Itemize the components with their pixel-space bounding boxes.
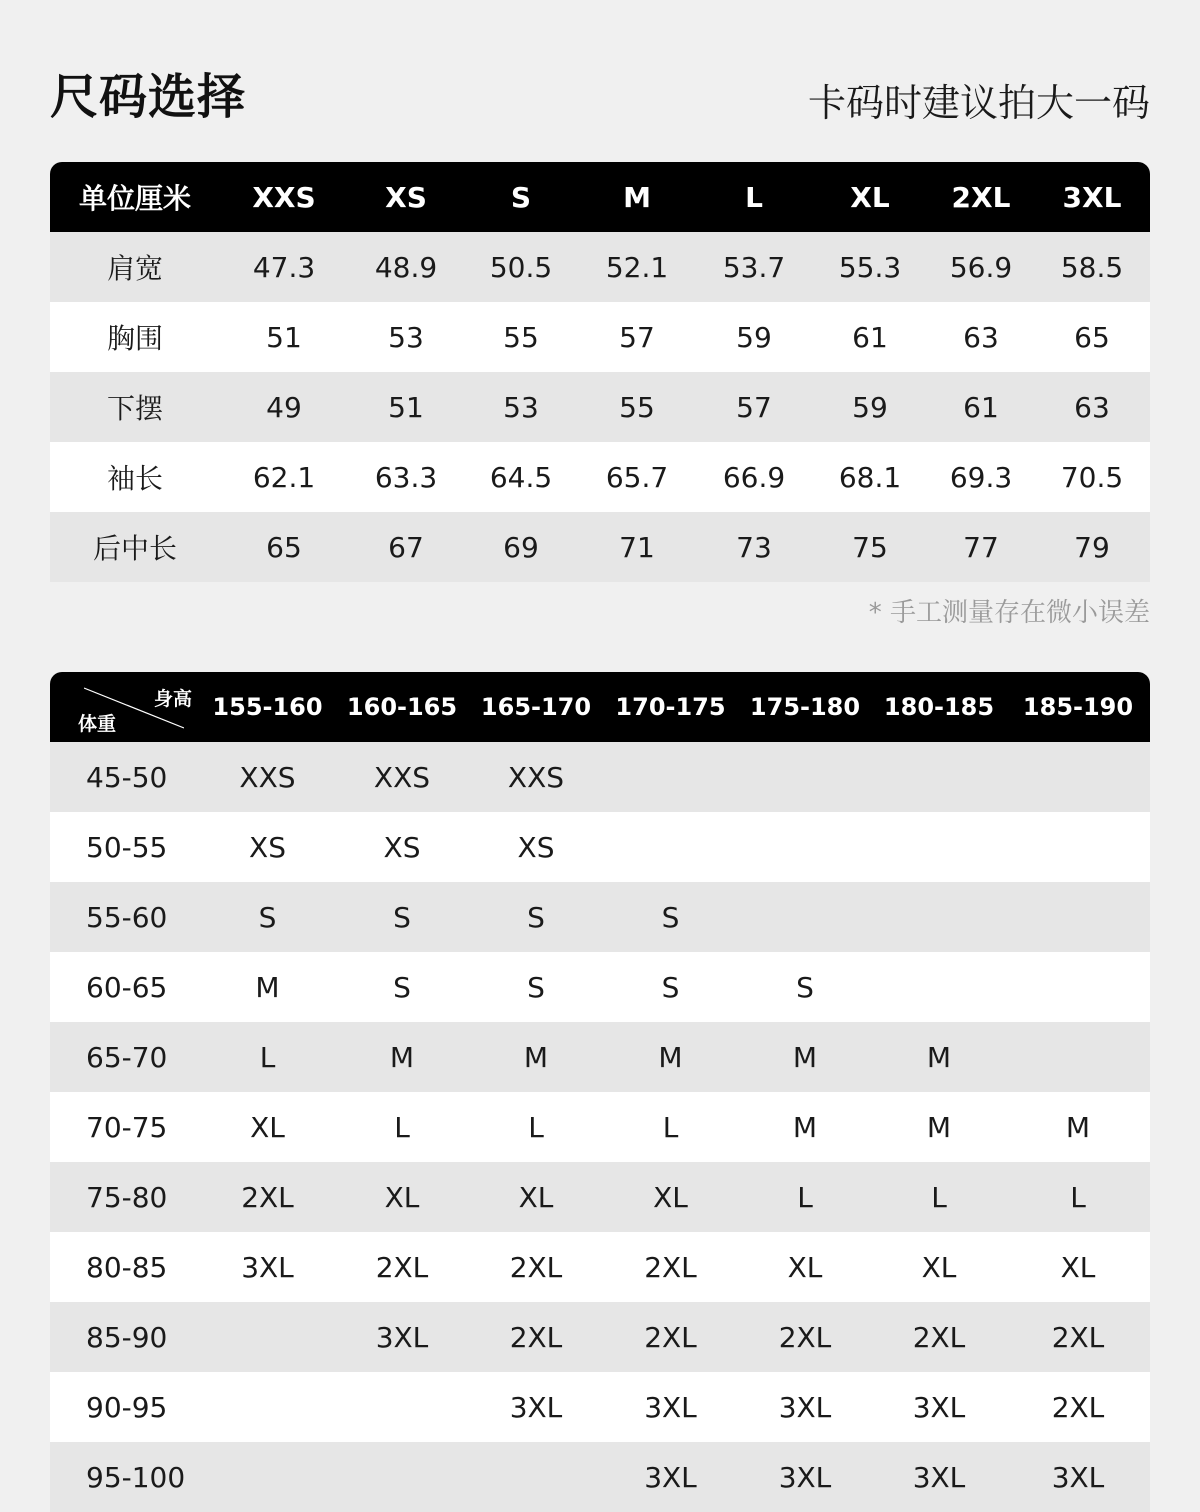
measure-value: 53 — [348, 302, 464, 372]
recommended-size: L — [469, 1092, 603, 1162]
measure-value: 47.3 — [220, 232, 348, 302]
recommended-size — [738, 742, 872, 812]
measure-value: 57 — [696, 372, 812, 442]
recommended-size — [200, 1442, 335, 1512]
measure-value: 70.5 — [1034, 442, 1150, 512]
recommended-size: S — [603, 952, 738, 1022]
recommended-size: 3XL — [335, 1302, 469, 1372]
recommended-size: 2XL — [469, 1232, 603, 1302]
recommended-size: M — [1006, 1092, 1150, 1162]
size-header: XL — [812, 162, 928, 232]
recommended-size: XL — [872, 1232, 1006, 1302]
recommended-size: L — [872, 1162, 1006, 1232]
measure-label: 下摆 — [50, 372, 220, 442]
weight-range: 90-95 — [50, 1372, 200, 1442]
recommended-size: M — [469, 1022, 603, 1092]
weight-range: 50-55 — [50, 812, 200, 882]
recommended-size: 3XL — [738, 1372, 872, 1442]
measure-value: 59 — [696, 302, 812, 372]
size-header: S — [464, 162, 578, 232]
recommended-size: S — [603, 882, 738, 952]
recommend-row — [50, 1232, 1150, 1302]
recommended-size: M — [738, 1092, 872, 1162]
recommended-size — [738, 812, 872, 882]
measure-value: 69.3 — [928, 442, 1034, 512]
recommended-size — [1006, 742, 1150, 812]
recommended-size: 2XL — [200, 1162, 335, 1232]
measure-value: 51 — [348, 372, 464, 442]
recommended-size: XXS — [335, 742, 469, 812]
recommended-size — [335, 1442, 469, 1512]
measure-row — [50, 232, 1150, 302]
measure-row — [50, 372, 1150, 442]
recommended-size: M — [872, 1092, 1006, 1162]
measure-value: 68.1 — [812, 442, 928, 512]
recommended-size: XS — [200, 812, 335, 882]
unit-header: 单位厘米 — [50, 162, 220, 232]
recommend-row — [50, 1162, 1150, 1232]
recommended-size: 3XL — [603, 1372, 738, 1442]
measure-value: 56.9 — [928, 232, 1034, 302]
measure-value: 49 — [220, 372, 348, 442]
weight-range: 65-70 — [50, 1022, 200, 1092]
recommended-size: M — [200, 952, 335, 1022]
recommended-size: L — [335, 1092, 469, 1162]
recommended-size: 3XL — [603, 1442, 738, 1512]
recommended-size: 3XL — [872, 1372, 1006, 1442]
height-range-header: 160-165 — [335, 672, 469, 742]
recommended-size: XXS — [200, 742, 335, 812]
measure-value: 66.9 — [696, 442, 812, 512]
measure-label: 胸围 — [50, 302, 220, 372]
recommended-size — [872, 742, 1006, 812]
measure-row — [50, 442, 1150, 512]
recommended-size — [1006, 952, 1150, 1022]
recommended-size: 2XL — [1006, 1302, 1150, 1372]
recommended-size: XL — [603, 1162, 738, 1232]
recommend-row — [50, 1302, 1150, 1372]
recommend-row — [50, 742, 1150, 812]
size-header: 3XL — [1034, 162, 1150, 232]
weight-range: 85-90 — [50, 1302, 200, 1372]
measure-value: 55 — [578, 372, 696, 442]
recommended-size: M — [872, 1022, 1006, 1092]
recommended-size — [872, 882, 1006, 952]
measure-value: 65 — [220, 512, 348, 582]
measure-value: 63 — [1034, 372, 1150, 442]
measure-value: 58.5 — [1034, 232, 1150, 302]
measure-value: 61 — [812, 302, 928, 372]
weight-axis-label: 体重 — [78, 713, 117, 735]
size-header: XXS — [220, 162, 348, 232]
measure-row — [50, 512, 1150, 582]
recommended-size: L — [200, 1022, 335, 1092]
header — [50, 58, 1150, 128]
recommended-size: 2XL — [335, 1232, 469, 1302]
measure-value: 52.1 — [578, 232, 696, 302]
measure-value: 65.7 — [578, 442, 696, 512]
recommended-size: M — [603, 1022, 738, 1092]
sizing-tip: 卡码时建议拍大一码 — [807, 81, 1150, 125]
recommended-size — [603, 812, 738, 882]
recommended-size: XL — [738, 1232, 872, 1302]
recommended-size: 3XL — [1006, 1442, 1150, 1512]
recommended-size: 2XL — [872, 1302, 1006, 1372]
measure-value: 55 — [464, 302, 578, 372]
recommend-row — [50, 1022, 1150, 1092]
size-header: 2XL — [928, 162, 1034, 232]
recommended-size: S — [335, 952, 469, 1022]
measure-value: 65 — [1034, 302, 1150, 372]
measure-value: 75 — [812, 512, 928, 582]
recommended-size — [200, 1372, 335, 1442]
measure-value: 57 — [578, 302, 696, 372]
recommended-size: XL — [1006, 1232, 1150, 1302]
weight-range: 80-85 — [50, 1232, 200, 1302]
measure-value: 69 — [464, 512, 578, 582]
height-range-header: 170-175 — [603, 672, 738, 742]
size-header: M — [578, 162, 696, 232]
recommended-size: 2XL — [738, 1302, 872, 1372]
recommended-size: M — [335, 1022, 469, 1092]
recommended-size: XXS — [469, 742, 603, 812]
recommended-size: L — [603, 1092, 738, 1162]
measure-value: 63 — [928, 302, 1034, 372]
recommend-row — [50, 812, 1150, 882]
weight-range: 95-100 — [50, 1442, 200, 1512]
measurement-note: * 手工测量存在微小误差 — [868, 598, 1150, 628]
recommended-size — [1006, 1022, 1150, 1092]
recommended-size: 2XL — [1006, 1372, 1150, 1442]
measure-row — [50, 302, 1150, 372]
size-header: XS — [348, 162, 464, 232]
weight-range: 75-80 — [50, 1162, 200, 1232]
recommend-row — [50, 882, 1150, 952]
recommended-size: S — [738, 952, 872, 1022]
measure-header-row — [50, 162, 1150, 232]
recommended-size — [469, 1442, 603, 1512]
height-range-header: 185-190 — [1006, 672, 1150, 742]
recommended-size: XS — [335, 812, 469, 882]
recommended-size: S — [335, 882, 469, 952]
recommended-size: S — [469, 952, 603, 1022]
weight-range: 60-65 — [50, 952, 200, 1022]
measure-value: 61 — [928, 372, 1034, 442]
recommended-size — [335, 1372, 469, 1442]
recommend-row — [50, 1092, 1150, 1162]
recommend-row — [50, 1442, 1150, 1512]
measure-value: 53 — [464, 372, 578, 442]
height-axis-label: 身高 — [153, 688, 192, 710]
recommended-size — [200, 1302, 335, 1372]
recommend-row — [50, 1372, 1150, 1442]
recommended-size: XL — [469, 1162, 603, 1232]
page-title: 尺码选择 — [50, 69, 247, 125]
recommended-size: XL — [200, 1092, 335, 1162]
size-recommendation-table — [50, 672, 1150, 1512]
size-measurement-table — [50, 162, 1150, 582]
measure-value: 77 — [928, 512, 1034, 582]
measure-label: 后中长 — [50, 512, 220, 582]
recommended-size: XL — [335, 1162, 469, 1232]
recommended-size: L — [738, 1162, 872, 1232]
weight-range: 70-75 — [50, 1092, 200, 1162]
measure-value: 64.5 — [464, 442, 578, 512]
recommended-size — [603, 742, 738, 812]
measure-value: 50.5 — [464, 232, 578, 302]
recommended-size: S — [200, 882, 335, 952]
recommended-size — [1006, 882, 1150, 952]
measure-value: 53.7 — [696, 232, 812, 302]
weight-range: 45-50 — [50, 742, 200, 812]
measure-value: 55.3 — [812, 232, 928, 302]
measure-value: 71 — [578, 512, 696, 582]
recommended-size: 2XL — [469, 1302, 603, 1372]
measure-value: 48.9 — [348, 232, 464, 302]
recommended-size: L — [1006, 1162, 1150, 1232]
measure-value: 59 — [812, 372, 928, 442]
recommended-size: M — [738, 1022, 872, 1092]
measure-value: 62.1 — [220, 442, 348, 512]
recommended-size: S — [469, 882, 603, 952]
recommended-size: 3XL — [872, 1442, 1006, 1512]
recommended-size — [1006, 812, 1150, 882]
height-range-header: 180-185 — [872, 672, 1006, 742]
recommended-size — [738, 882, 872, 952]
measure-label: 袖长 — [50, 442, 220, 512]
height-range-header: 165-170 — [469, 672, 603, 742]
recommended-size — [872, 812, 1006, 882]
measure-value: 73 — [696, 512, 812, 582]
height-range-header: 175-180 — [738, 672, 872, 742]
measure-label: 肩宽 — [50, 232, 220, 302]
recommended-size: 2XL — [603, 1302, 738, 1372]
recommended-size: 3XL — [738, 1442, 872, 1512]
recommended-size: 3XL — [469, 1372, 603, 1442]
recommended-size — [872, 952, 1006, 1022]
header-corner-cell — [50, 672, 200, 742]
measure-value: 79 — [1034, 512, 1150, 582]
measure-value: 67 — [348, 512, 464, 582]
recommended-size: XS — [469, 812, 603, 882]
measure-value: 63.3 — [348, 442, 464, 512]
recommended-size: 3XL — [200, 1232, 335, 1302]
size-header: L — [696, 162, 812, 232]
recommended-size: 2XL — [603, 1232, 738, 1302]
height-range-header: 155-160 — [200, 672, 335, 742]
recommend-row — [50, 952, 1150, 1022]
weight-range: 55-60 — [50, 882, 200, 952]
height-header-row — [50, 672, 1150, 742]
measure-value: 51 — [220, 302, 348, 372]
